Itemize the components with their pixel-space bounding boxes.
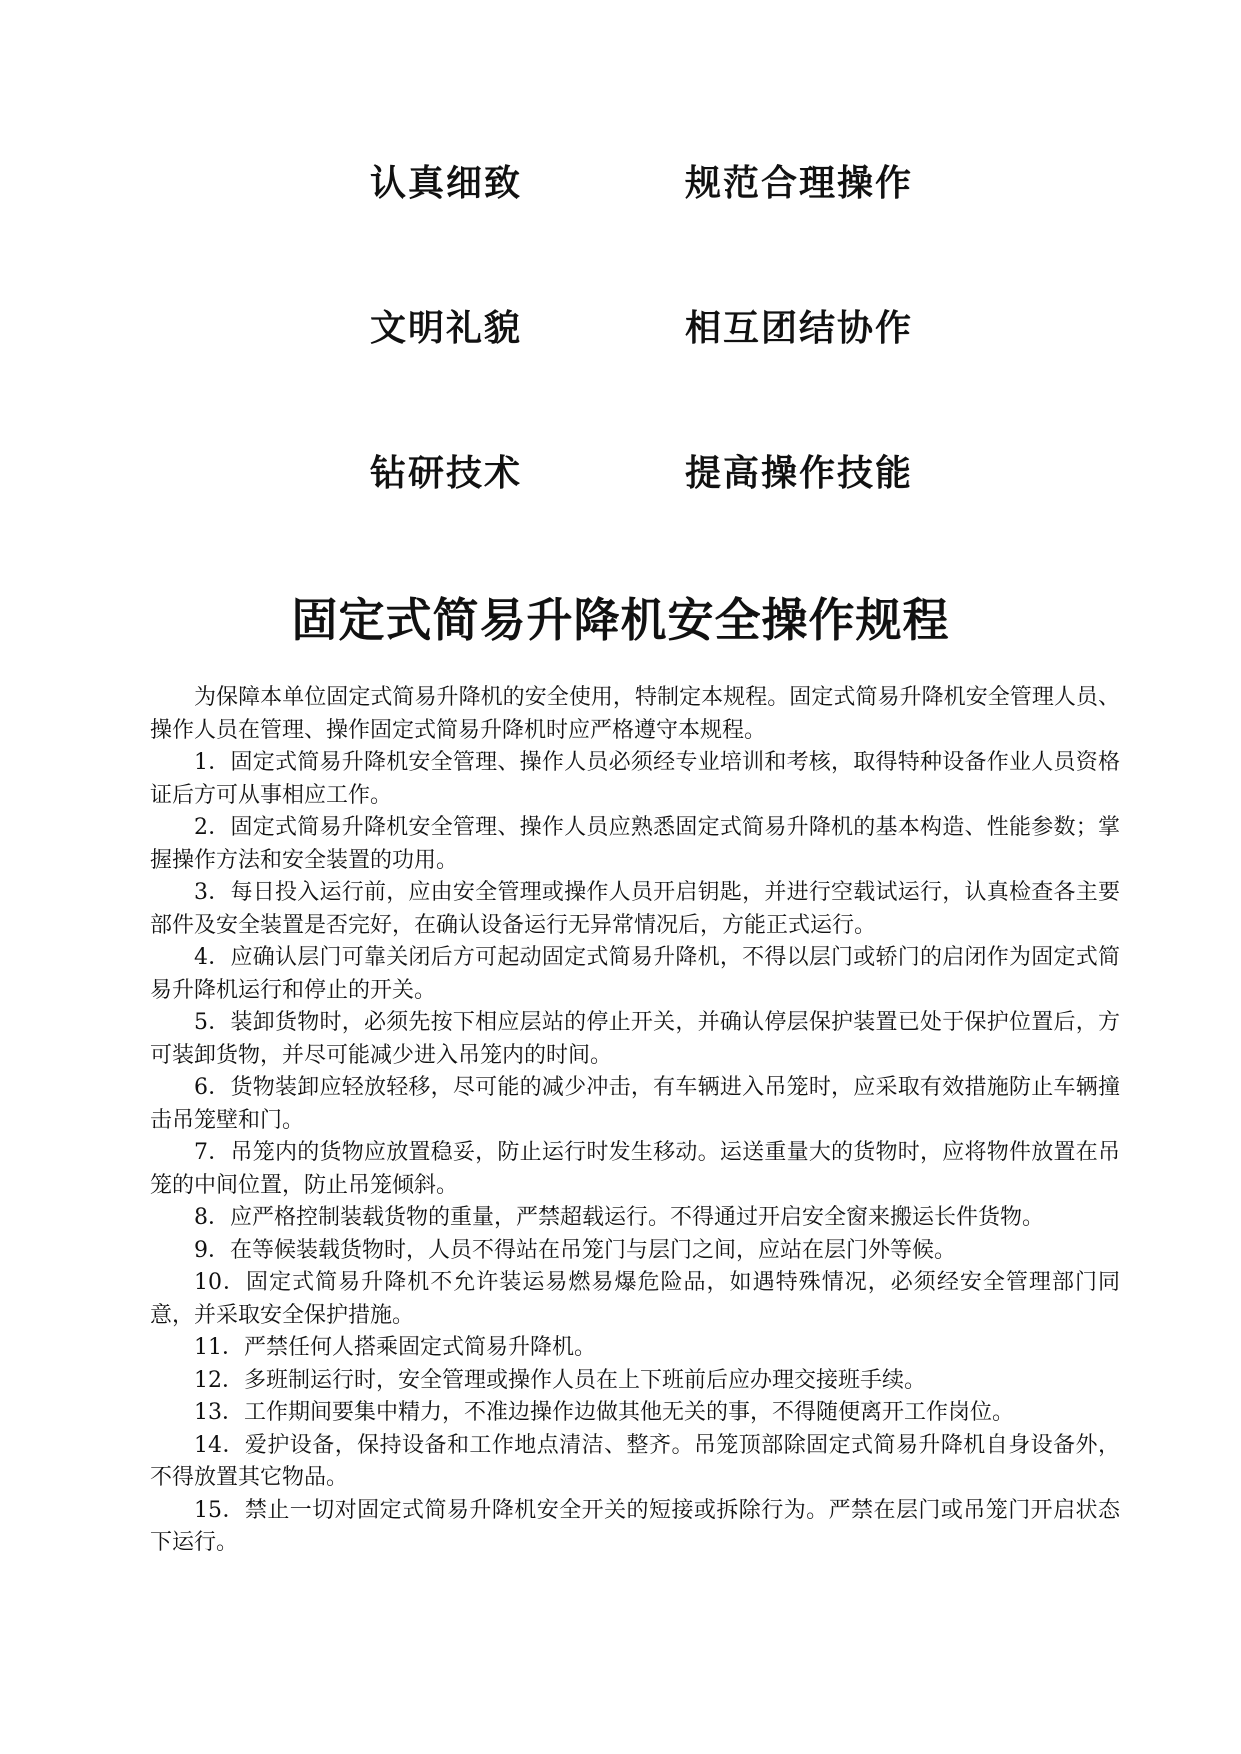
rule-item: 8．应严格控制装载货物的重量，严禁超载运行。不得通过开启安全窗来搬运长件货物。	[194, 1205, 1044, 1230]
rule-item: 12．多班制运行时，安全管理或操作人员在上下班前后应办理交接班手续。	[194, 1367, 926, 1393]
rule-item: 11．严禁任何人搭乘固定式简易升降机。	[194, 1335, 596, 1360]
rule-item: 1．固定式简易升降机安全管理、操作人员必须经专业培训和考核，取得特种设备作业人员资格证后方可从事相应工作。	[150, 750, 1120, 808]
rule-item: 7．吊笼内的货物应放置稳妥，防止运行时发生移动。运送重量大的货物时，应将物件放置在吊笼的中间位置，防止吊笼倾斜。	[150, 1140, 1120, 1198]
motto-right: 相互团结协作	[685, 307, 914, 349]
document-body	[150, 682, 1120, 1560]
rule-item: 15．禁止一切对固定式简易升降机安全开关的短接或拆除行为。严禁在层门或吊笼门开启状态下运行。	[150, 1497, 1120, 1555]
motto-left: 认真细致	[370, 162, 523, 204]
motto-row	[0, 443, 1241, 503]
rule-item: 10．固定式简易升降机不允许装运易燃易爆危险品，如遇特殊情况，必须经安全管理部门同意，并采取安全保护措施。	[150, 1270, 1120, 1328]
intro-paragraph: 为保障本单位固定式简易升降机的安全使用，特制定本规程。固定式简易升降机安全管理人员、操作人员在管理、操作固定式简易升降机时应严格遵守本规程。	[150, 685, 1120, 743]
rule-item: 14．爱护设备，保持设备和工作地点清洁、整齐。吊笼顶部除固定式简易升降机自身设备外，不得放置其它物品。	[150, 1432, 1120, 1490]
motto-row	[0, 298, 1241, 358]
rule-item: 4．应确认层门可靠关闭后方可起动固定式简易升降机，不得以层门或轿门的启闭作为固定式简易升降机运行和停止的开关。	[150, 945, 1120, 1003]
document-title: 固定式简易升降机安全操作规程	[291, 593, 950, 647]
rule-item: 2．固定式简易升降机安全管理、操作人员应熟悉固定式简易升降机的基本构造、性能参数；掌握操作方法和安全装置的功用。	[150, 815, 1120, 873]
motto-row	[0, 153, 1241, 213]
motto-left: 钻研技术	[370, 452, 523, 494]
rule-item: 3．每日投入运行前，应由安全管理或操作人员开启钥匙，并进行空载试运行，认真检查各主要部件及安全装置是否完好，在确认设备运行无异常情况后，方能正式运行。	[150, 880, 1120, 938]
motto-right: 规范合理操作	[685, 162, 914, 204]
motto-right: 提高操作技能	[685, 452, 914, 494]
rule-item: 9．在等候装载货物时，人员不得站在吊笼门与层门之间，应站在层门外等候。	[194, 1237, 956, 1263]
rule-item: 13．工作期间要集中精力，不准边操作边做其他无关的事，不得随便离开工作岗位。	[194, 1400, 1014, 1425]
rule-item: 5．装卸货物时，必须先按下相应层站的停止开关，并确认停层保护装置已处于保护位置后，方可装卸货物，并尽可能减少进入吊笼内的时间。	[150, 1010, 1120, 1068]
rule-item: 6．货物装卸应轻放轻移，尽可能的减少冲击，有车辆进入吊笼时，应采取有效措施防止车辆撞击吊笼壁和门。	[150, 1075, 1120, 1133]
motto-left: 文明礼貌	[370, 307, 523, 349]
